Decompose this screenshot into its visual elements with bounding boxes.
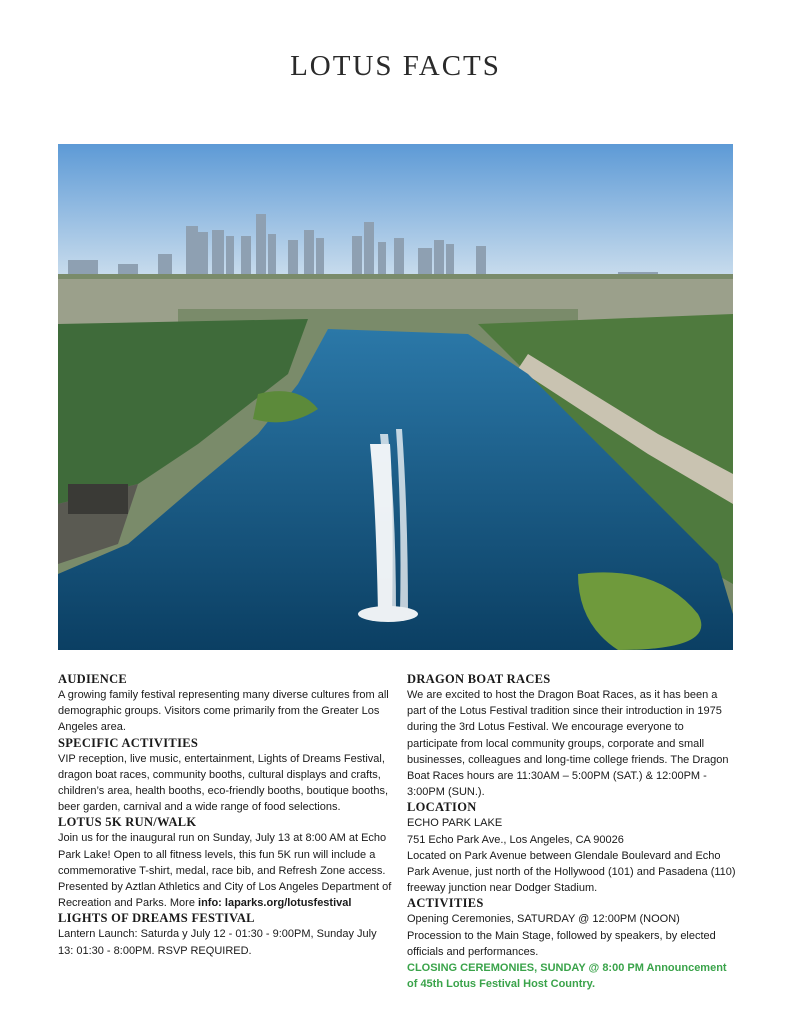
right-column	[407, 672, 737, 992]
page-title: LOTUS FACTS	[290, 50, 501, 82]
run-walk-text: Join us for the inaugural run on Sunday, July 13 at 8:00 AM at Echo Park Lake! Open to all fitness levels, this fun 5K run will include a commemorative T-shirt, medal, race bib, and Refresh Zone access. Presented by Aztlan Athletics and City of Los Angeles Department of Recreation and Parks. More	[58, 832, 392, 910]
location-address: 751 Echo Park Ave., Los Angeles, CA 90026	[407, 833, 624, 846]
activities-text: Opening Ceremonies, SATURDAY @ 12:00PM (NOON) Procession to the Main Stage, followed by speakers, by elected officials and performances.	[407, 913, 716, 958]
audience-text: A growing family festival representing many diverse cultures from all demographic groups. Visitors come primarily from the Greater Los Angeles area.	[58, 689, 389, 734]
specific-activities-text: VIP reception, live music, entertainment, Lights of Dreams Festival, dragon boat races, community booths, cultural displays and crafts, children’s area, health booths, eco-friendly booths, boutique booths, beer garden, carnival and a wide range of food selections.	[58, 752, 389, 814]
echo-park-lake-photo	[58, 144, 733, 650]
location-text: Located on Park Avenue between Glendale Boulevard and Echo Park Avenue, just north of the Hollywood (101) and Pasadena (110) freeway junction near Dodger Stadium.	[407, 849, 736, 895]
lights-festival-heading: LIGHTS OF DREAMS FESTIVAL	[58, 911, 255, 926]
run-walk-more-info: info: laparks.org/lotusfestival	[198, 897, 352, 910]
closing-ceremonies-text: CLOSING CEREMONIES, SUNDAY @ 8:00 PM Announcement of 45th Lotus Festival Host Country.	[407, 962, 727, 991]
activities-heading: ACTIVITIES	[407, 896, 484, 911]
left-column	[58, 672, 393, 959]
location-name: ECHO PARK LAKE	[407, 817, 503, 830]
run-walk-heading: LOTUS 5K RUN/WALK	[58, 815, 197, 830]
lights-festival-text: Lantern Launch: Saturda y July 12 - 01:30 - 9:00PM, Sunday July 13: 01:30 - 8:00PM. RSVP REQUIRED.	[58, 928, 377, 957]
specific-activities-heading: SPECIFIC ACTIVITIES	[58, 735, 199, 750]
location-heading: LOCATION	[407, 800, 477, 815]
dragon-boat-heading: DRAGON BOAT RACES	[407, 672, 551, 686]
run-walk-paragraph	[58, 830, 393, 911]
audience-heading: AUDIENCE	[58, 672, 128, 686]
dragon-boat-text: We are excited to host the Dragon Boat Races, as it has been a part of the Lotus Festival tradition since their introduction in 1975 during the 3rd Lotus Festival. We encourage everyone to participate from local community groups, corporate and small businesses, colleagues and long-time college friends. The Dragon Boat Races hours are 11:30AM – 5:00PM (SAT.) & 12:00PM - 3:00PM (SUN.).	[407, 689, 729, 799]
